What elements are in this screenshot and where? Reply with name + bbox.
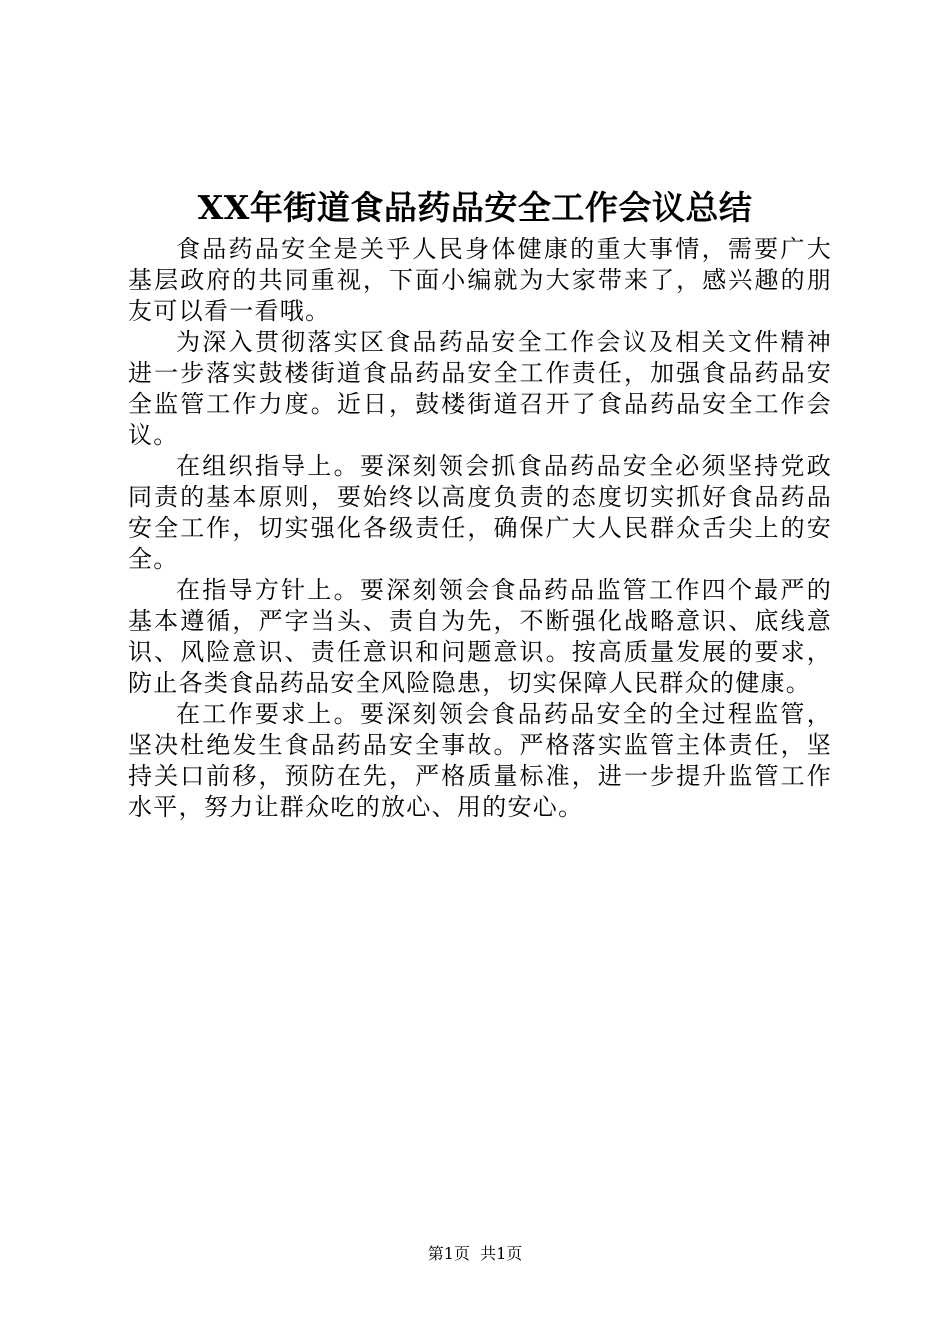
- document-title: XX年街道食品药品安全工作会议总结: [197, 188, 753, 227]
- paragraph-meeting: 为深入贯彻落实区食品药品安全工作会议及相关文件精神进一步落实鼓楼街道食品药品安全工作责任，加强食品药品安全监管工作力度。近日，鼓楼街道召开了食品药品安全工作会议。: [128, 328, 832, 449]
- document-body: [128, 234, 832, 823]
- paragraph-intro: 食品药品安全是关乎人民身体健康的重大事情，需要广大基层政府的共同重视，下面小编就为大家带来了，感兴趣的朋友可以看一看哦。: [128, 235, 832, 325]
- page-number: 第1页: [427, 1244, 470, 1263]
- footer-separator: [470, 1244, 480, 1263]
- paragraph-requirements: 在工作要求上。要深刻领会食品药品安全的全过程监管，坚决杜绝发生食品药品安全事故。严格落实监管主体责任，坚持关口前移，预防在先，严格质量标准，进一步提升监管工作水平，努力让群众吃的放心、用的安心。: [128, 700, 832, 821]
- paragraph-guideline: 在指导方针上。要深刻领会食品药品监管工作四个最严的基本遵循，严字当头、责自为先，不断强化战略意识、底线意识、风险意识、责任意识和问题意识。按高质量发展的要求，防止各类食品药品安全风险隐患，切实保障人民群众的健康。: [128, 576, 832, 697]
- page-footer: [0, 1244, 950, 1264]
- paragraph-organization: 在组织指导上。要深刻领会抓食品药品安全必须坚持党政同责的基本原则，要始终以高度负责的态度切实抓好食品药品安全工作，切实强化各级责任，确保广大人民群众舌尖上的安全。: [128, 452, 832, 573]
- page-total: 共1页: [480, 1244, 523, 1263]
